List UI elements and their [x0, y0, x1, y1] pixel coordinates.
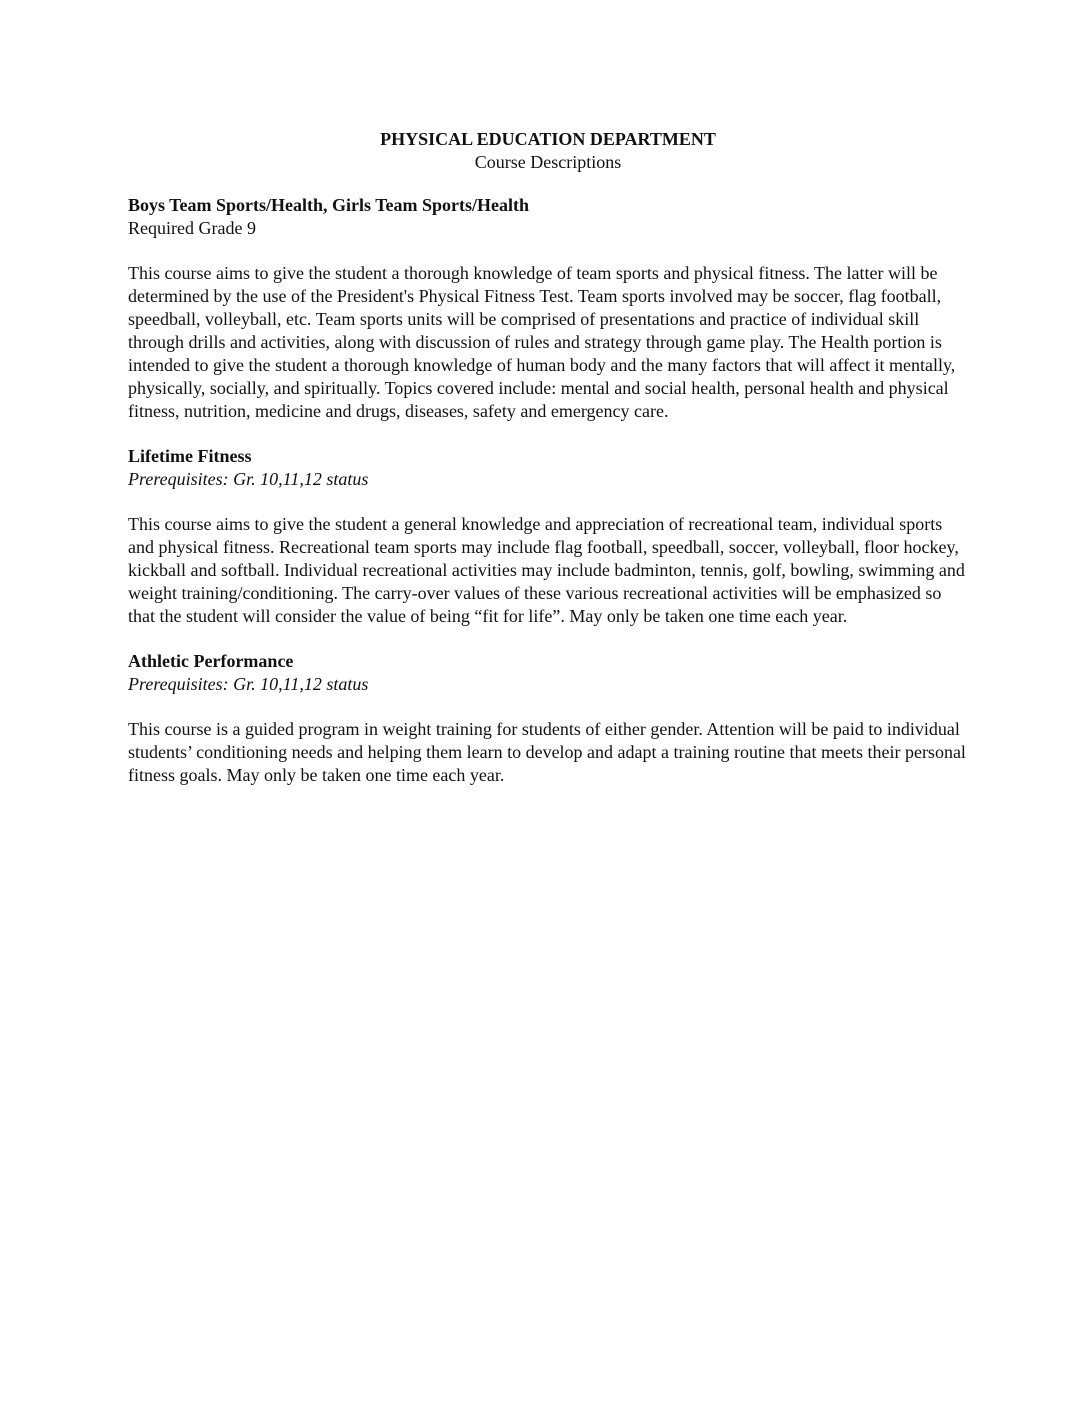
document-page [128, 128, 968, 809]
course-description: This course aims to give the student a general knowledge and appreciation of recreational team, individual sports and physical fitness. Recreational team sports may include flag football, speedball, soccer, volleyball, floor hockey, kickball and softball. Individual recreational activities may include badminton, tennis, golf, bowling, swimming and weight training/conditioning. The carry-over values of these various recreational activities will be emphasized so that the student will consider the value of being “fit for life”. May only be taken one time each year. [128, 514, 965, 626]
document-header [128, 128, 968, 174]
course-description: This course is a guided program in weight training for students of either gender. Attention will be paid to individual students’ conditioning needs and helping them learn to develop and adapt a training routine that meets their personal fitness goals. May only be taken one time each year. [128, 719, 966, 785]
page-subtitle: Course Descriptions [474, 152, 622, 172]
page-title: PHYSICAL EDUCATION DEPARTMENT [380, 129, 716, 149]
course-section [128, 194, 968, 423]
course-description: This course aims to give the student a thorough knowledge of team sports and physical fitness. The latter will be determined by the use of the President's Physical Fitness Test. Team sports involved may be soccer, flag football, speedball, volleyball, etc. Team sports units will be comprised of presentations and practice of individual skill through drills and activities, along with discussion of rules and strategy through game play. The Health portion is intended to give the student a thorough knowledge of human body and the many factors that will affect it mentally, physically, socially, and spiritually. Topics covered include: mental and social health, personal health and physical fitness, nutrition, medicine and drugs, diseases, safety and emergency care. [128, 263, 956, 421]
course-requirement: Required Grade 9 [128, 218, 256, 238]
course-prerequisites: Prerequisites: Gr. 10,11,12 status [128, 469, 369, 489]
course-section [128, 445, 968, 628]
course-title: Athletic Performance [128, 651, 294, 671]
course-title: Lifetime Fitness [128, 446, 252, 466]
course-title: Boys Team Sports/Health, Girls Team Sports/Health [128, 195, 530, 215]
course-section [128, 650, 968, 787]
course-prerequisites: Prerequisites: Gr. 10,11,12 status [128, 674, 369, 694]
